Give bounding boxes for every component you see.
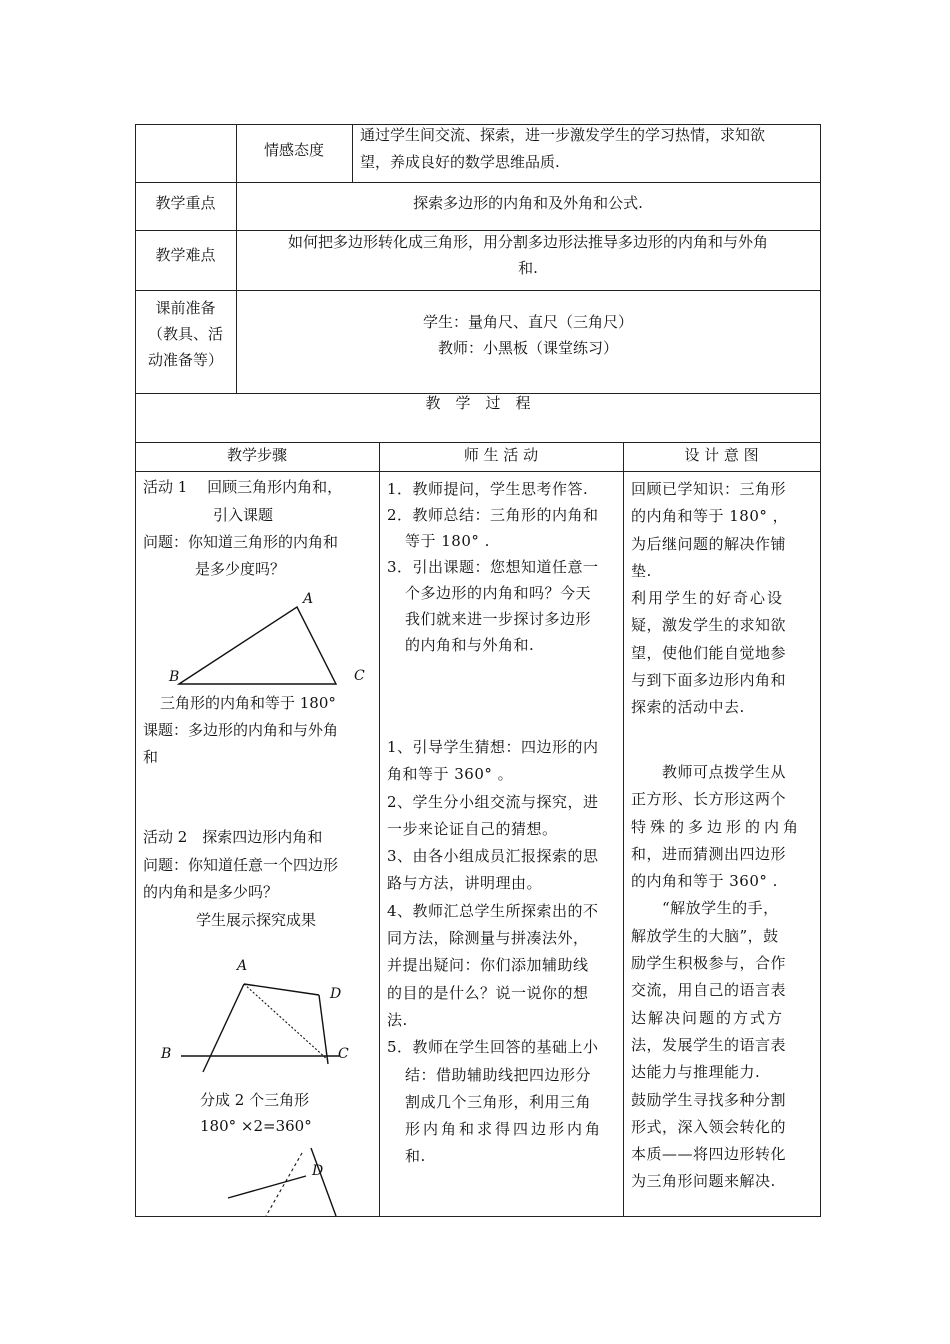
intent-line: 教师可点拨学生从 xyxy=(631,763,787,781)
activity-line: 等于 180° . xyxy=(405,532,490,550)
column-header-intent: 设 计 意 图 xyxy=(684,446,759,464)
column-header-steps: 教学步骤 xyxy=(226,446,287,464)
intent-line: 正方形、长方形这两个 xyxy=(631,790,787,809)
triangle-label-a: A xyxy=(303,591,314,607)
intent-line: 的内角和等于 360° . xyxy=(631,872,778,891)
activity-line: 我们就来进一步探讨多边形 xyxy=(405,610,592,628)
intent-line: 鼓励学生寻找多种分割 xyxy=(631,1090,787,1109)
show-results-text: 学生展示探究成果 xyxy=(196,911,317,929)
intent-line: 回顾已学知识：三角形 xyxy=(631,480,787,498)
intent-line: 法，发展学生的语言表 xyxy=(631,1035,787,1054)
prep-label-line-3: 动准备等） xyxy=(147,351,223,369)
difficulty-text-line-2: 和. xyxy=(518,259,538,277)
split-text: 分成 2 个三角形 xyxy=(200,1091,310,1109)
question1-line-b: 是多少度吗？ xyxy=(195,560,286,578)
intent-line: 本质——将四边形转化 xyxy=(631,1145,787,1164)
activity-line: 的目的是什么？说一说你的想 xyxy=(387,983,589,1002)
activities-group-1 xyxy=(387,476,599,658)
intent-line: 解放学生的大脑”，鼓 xyxy=(631,926,779,945)
quad2-line-1 xyxy=(266,1153,302,1216)
quad2-label-d: D xyxy=(312,1163,324,1179)
topic-line-a: 课题：多边形的内角和与外角 xyxy=(143,721,339,739)
activity-line: 结：借助辅助线把四边形分 xyxy=(405,1065,592,1084)
intent-line: 利用学生的好奇心设 xyxy=(631,589,785,608)
intent-line: 特殊的多边形的内角 xyxy=(631,817,803,836)
triangle-sum-text: 三角形的内角和等于 180° xyxy=(160,694,336,712)
quad-label-d: D xyxy=(330,986,342,1002)
quad-label-c: C xyxy=(338,1046,349,1062)
intent-line: 形式，深入领会转化的 xyxy=(631,1117,787,1136)
activity-line: 角和等于 360° 。 xyxy=(387,765,514,784)
activity-line: 2．教师总结：三角形的内角和 xyxy=(387,506,599,524)
intent-group-2 xyxy=(631,759,802,1196)
activity-line: 割成几个三角形，利用三角 xyxy=(405,1092,592,1111)
activity-line: 一步来论证自己的猜想。 xyxy=(387,819,558,838)
quad-label-a: A xyxy=(237,958,248,974)
activity2-title: 活动 2 探索四边形内角和 xyxy=(143,828,323,846)
calc-text: 180° ×2=360° xyxy=(200,1117,312,1135)
quad-side-dc xyxy=(319,995,328,1064)
intent-group-1 xyxy=(631,476,788,722)
intent-line: 疑，激发学生的求知欲 xyxy=(631,616,787,635)
intent-line: 励学生积极参与，合作 xyxy=(631,954,787,973)
intent-line: 望，使他们能自觉地参 xyxy=(631,643,787,662)
focus-label: 教学重点 xyxy=(155,194,216,212)
activity-line: 个多边形的内角和吗？今天 xyxy=(405,584,592,602)
question1-line-a: 问题：你知道三角形的内角和 xyxy=(143,533,339,551)
activity-line: 1．教师提问，学生思考作答. xyxy=(387,480,589,498)
intent-line: 达能力与推理能力. xyxy=(631,1063,761,1082)
intent-line: 达解决问题的方式方 xyxy=(631,1008,785,1027)
intent-line: 为三角形问题来解决. xyxy=(631,1172,776,1191)
quad2-line-2 xyxy=(228,1176,306,1198)
intent-line: 交流，用自己的语言表 xyxy=(631,981,787,1000)
emotion-text-line-2: 望，养成良好的数学思维品质. xyxy=(360,153,560,171)
emotion-label: 情感态度 xyxy=(263,141,324,159)
question2-line-a: 问题：你知道任意一个四边形 xyxy=(143,856,339,874)
intent-line: 与到下面多边形内角和 xyxy=(631,671,787,690)
activity-line: 并提出疑问：你们添加辅助线 xyxy=(387,956,589,975)
intent-line: 和，进而猜测出四边形 xyxy=(631,844,787,863)
emotion-text-line-1: 通过学生间交流、探索，进一步激发学生的学习热情，求知欲 xyxy=(360,126,766,144)
quad-diagonal-ac xyxy=(244,984,328,1060)
activity-line: 和. xyxy=(405,1147,426,1166)
activity1-title-b: 引入课题 xyxy=(213,506,274,524)
focus-text: 探索多边形的内角和及外角和公式. xyxy=(413,194,643,212)
difficulty-text-line-1: 如何把多边形转化成三角形，用分割多边形法推导多边形的内角和与外角 xyxy=(287,233,768,251)
prep-label-line-2: （教具、活 xyxy=(147,325,223,343)
activity-line: 2、学生分小组交流与探究，进 xyxy=(387,792,599,811)
activity-line: 法. xyxy=(387,1010,408,1029)
column-header-activities: 师 生 活 动 xyxy=(463,446,539,464)
topic-line-b: 和 xyxy=(143,748,159,766)
activity-line: 路与方法，讲明理由。 xyxy=(387,874,543,893)
prep-student: 学生：量角尺、直尺（三角尺） xyxy=(422,313,633,331)
activity-line: 的内角和与外角和. xyxy=(405,636,535,654)
activities-group-2 xyxy=(387,734,603,1171)
quad-side-ab xyxy=(203,984,244,1072)
intent-line: “解放学生的手， xyxy=(631,899,779,918)
intent-line: 的内角和等于 180° ， xyxy=(631,507,789,526)
activity1-title-a: 活动 1 回顾三角形内角和， xyxy=(143,478,343,496)
prep-label-line-1: 课前准备 xyxy=(155,299,216,317)
quad2-line-3 xyxy=(311,1148,336,1216)
question2-line-b: 的内角和是多少吗？ xyxy=(143,883,279,901)
quad-label-b: B xyxy=(161,1046,172,1062)
activity-line: 1、引导学生猜想：四边形的内 xyxy=(387,738,599,756)
triangle-label-b: B xyxy=(169,669,180,685)
activity-line: 形内角和求得四边形内角 xyxy=(405,1120,604,1139)
quad-side-ad xyxy=(244,984,319,995)
process-title: 教 学 过 程 xyxy=(425,394,531,412)
prep-teacher: 教师：小黑板（课堂练习） xyxy=(437,339,618,357)
triangle-label-c: C xyxy=(354,668,365,684)
activity-line: 3、由各小组成员汇报探索的思 xyxy=(387,847,599,866)
difficulty-label: 教学难点 xyxy=(155,246,216,264)
activity-line: 4、教师汇总学生所探索出的不 xyxy=(387,901,599,920)
intent-line: 探索的活动中去. xyxy=(631,698,745,717)
intent-line: 为后继问题的解决作铺 xyxy=(631,534,787,553)
activity-line: 5．教师在学生回答的基础上小 xyxy=(387,1038,599,1057)
activity-line: 同方法，除测量与拼凑法外， xyxy=(387,929,589,948)
intent-line: 垫. xyxy=(631,561,652,580)
activity-line: 3．引出课题：您想知道任意一 xyxy=(387,558,599,576)
